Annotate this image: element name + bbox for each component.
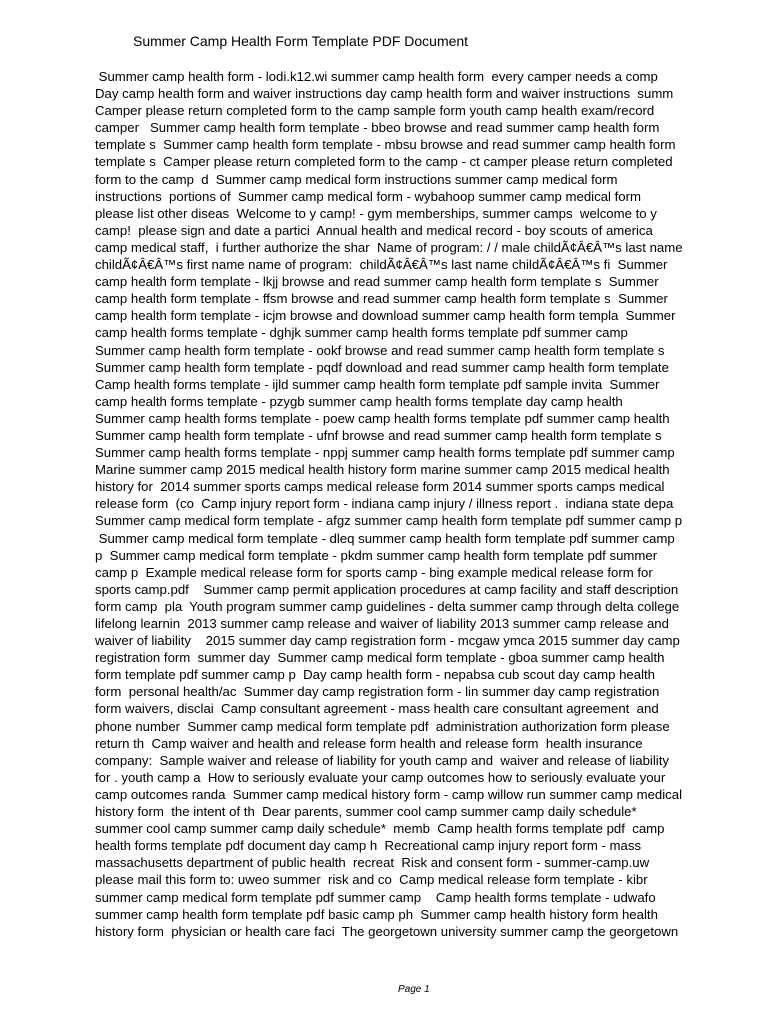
body-line: release form (co Camp injury report form - indiana camp injury / illness report . indiana state depa bbox=[95, 496, 674, 512]
body-line: camp health form template - ffsm browse and read summer camp health form template s Summer bbox=[95, 291, 668, 307]
page-title: Summer Camp Health Form Template PDF Document bbox=[133, 33, 469, 49]
body-line: Summer camp medical form template - dleq summer camp health form template pdf summer camp bbox=[95, 530, 675, 546]
body-line: instructions portions of Summer camp medical form - wybahoop summer camp medical form bbox=[95, 188, 641, 204]
body-line: please list other diseas Welcome to y camp! - gym memberships, summer camps welcome to y bbox=[95, 205, 657, 221]
body-line: for . youth camp a How to seriously evaluate your camp outcomes how to seriously evaluate your bbox=[95, 769, 666, 785]
body-line: Summer camp health form - lodi.k12.wi summer camp health form every camper needs a comp bbox=[95, 69, 658, 84]
body-line: registration form summer day Summer camp medical form template - gboa summer camp health bbox=[95, 650, 665, 666]
body-line: Summer camp health form template - ufnf browse and read summer camp health form template s bbox=[95, 427, 662, 443]
body-line: history for 2014 summer sports camps medical release form 2014 summer sports camps medical bbox=[95, 479, 665, 495]
body-line: form to the camp d Summer camp medical form instructions summer camp medical form bbox=[95, 171, 618, 187]
body-line: summer camp health form template pdf basic camp ph Summer camp health history form health bbox=[95, 906, 658, 922]
body-line: Marine summer camp 2015 medical health history form marine summer camp 2015 medical health bbox=[95, 462, 670, 478]
body-line: form camp pla Youth program summer camp guidelines - delta summer camp through delta college bbox=[95, 598, 680, 614]
body-line: history form the intent of th Dear parents, summer cool camp summer camp daily schedule* bbox=[95, 804, 637, 820]
body-line: camp p Example medical release form for sports camp - bing example medical release form for bbox=[95, 564, 653, 580]
body-line: company: Sample waiver and release of liability for youth camp and waiver and release of liability bbox=[95, 752, 669, 768]
body-line: sports camp.pdf Summer camp permit application procedures at camp facility and staff description bbox=[95, 581, 679, 597]
body-line: return th Camp waiver and health and release form health and release form health insurance bbox=[95, 735, 643, 751]
body-line: camper Summer camp health form template - bbeo browse and read summer camp health form bbox=[95, 120, 660, 136]
body-line: Day camp health form and waiver instructions day camp health form and waiver instructions summ bbox=[95, 86, 674, 102]
body-line: Camper please return completed form to the camp sample form youth camp health exam/record bbox=[95, 103, 655, 119]
body-line: please mail this form to: uweo summer risk and co Camp medical release form template - kibr bbox=[95, 872, 648, 888]
page-number: Page 1 bbox=[398, 984, 430, 995]
body-line: camp health form template - icjm browse and download summer camp health form templa Summer bbox=[95, 308, 676, 324]
body-line: childÃ¢Â€Â™s first name name of program: childÃ¢Â€Â™s last name childÃ¢Â€Â™s fi Summer bbox=[95, 257, 668, 273]
body-line: camp health forms template - dghjk summer camp health forms template pdf summer camp bbox=[95, 325, 628, 341]
body-line: Summer camp health form template - ookf browse and read summer camp health form template s bbox=[95, 342, 665, 358]
body-line: summer camp medical form template pdf summer camp Camp health forms template - udwafo bbox=[95, 889, 656, 905]
body-line: summer cool camp summer camp daily schedule* memb Camp health forms template pdf camp bbox=[95, 821, 665, 837]
body-line: p Summer camp medical form template - pkdm summer camp health form template pdf summer bbox=[95, 547, 658, 563]
body-line: camp health form template - lkjj browse and read summer camp health form template s Summer bbox=[95, 274, 659, 290]
body-line: lifelong learnin 2013 summer camp release and waiver of liability 2013 summer camp release and bbox=[95, 616, 669, 631]
body-line: camp! please sign and date a partici Annual health and medical record - boy scouts of america bbox=[95, 222, 653, 238]
body-line: form waivers, disclai Camp consultant agreement - mass health care consultant agreement and bbox=[95, 701, 659, 717]
body-line: camp medical staff, i further authorize the shar Name of program: / / male childÃ¢Â€Â™s last name bbox=[95, 239, 683, 255]
body-line: camp health forms template - pzygb summer camp health forms template day camp health bbox=[95, 393, 623, 409]
body-line: Summer camp medical form template - afgz summer camp health form template pdf summer camp p bbox=[95, 513, 683, 529]
body-line: form template pdf summer camp p Day camp health form - nepabsa cub scout day camp health bbox=[95, 667, 655, 683]
body-line: form personal health/ac Summer day camp registration form - lin summer day camp registration bbox=[95, 684, 660, 700]
body-line: health forms template pdf document day camp h Recreational camp injury report form - mass bbox=[95, 838, 642, 854]
document-body bbox=[95, 68, 755, 940]
body-line: template s Summer camp health form template - mbsu browse and read summer camp health form bbox=[95, 137, 676, 153]
body-line: waiver of liability 2015 summer day camp registration form - mcgaw ymca 2015 summer day camp bbox=[95, 633, 680, 649]
body-line: Summer camp health forms template - nppj summer camp health forms template pdf summer camp bbox=[95, 445, 675, 461]
body-line: template s Camper please return completed form to the camp - ct camper please return completed bbox=[95, 154, 673, 170]
body-line: Summer camp health forms template - poew camp health forms template pdf summer camp health bbox=[95, 410, 670, 426]
body-line: massachusetts department of public health recreat Risk and consent form - summer-camp.uw bbox=[95, 855, 650, 871]
body-line: Summer camp health form template - pqdf download and read summer camp health form template bbox=[95, 359, 669, 375]
body-line: history form physician or health care faci The georgetown university summer camp the georgetown bbox=[95, 923, 679, 939]
body-line: camp outcomes randa Summer camp medical history form - camp willow run summer camp medical bbox=[95, 786, 683, 802]
body-line: Camp health forms template - ijld summer camp health form template pdf sample invita Summer bbox=[95, 376, 660, 392]
body-line: phone number Summer camp medical form template pdf administration authorization form please bbox=[95, 718, 670, 734]
